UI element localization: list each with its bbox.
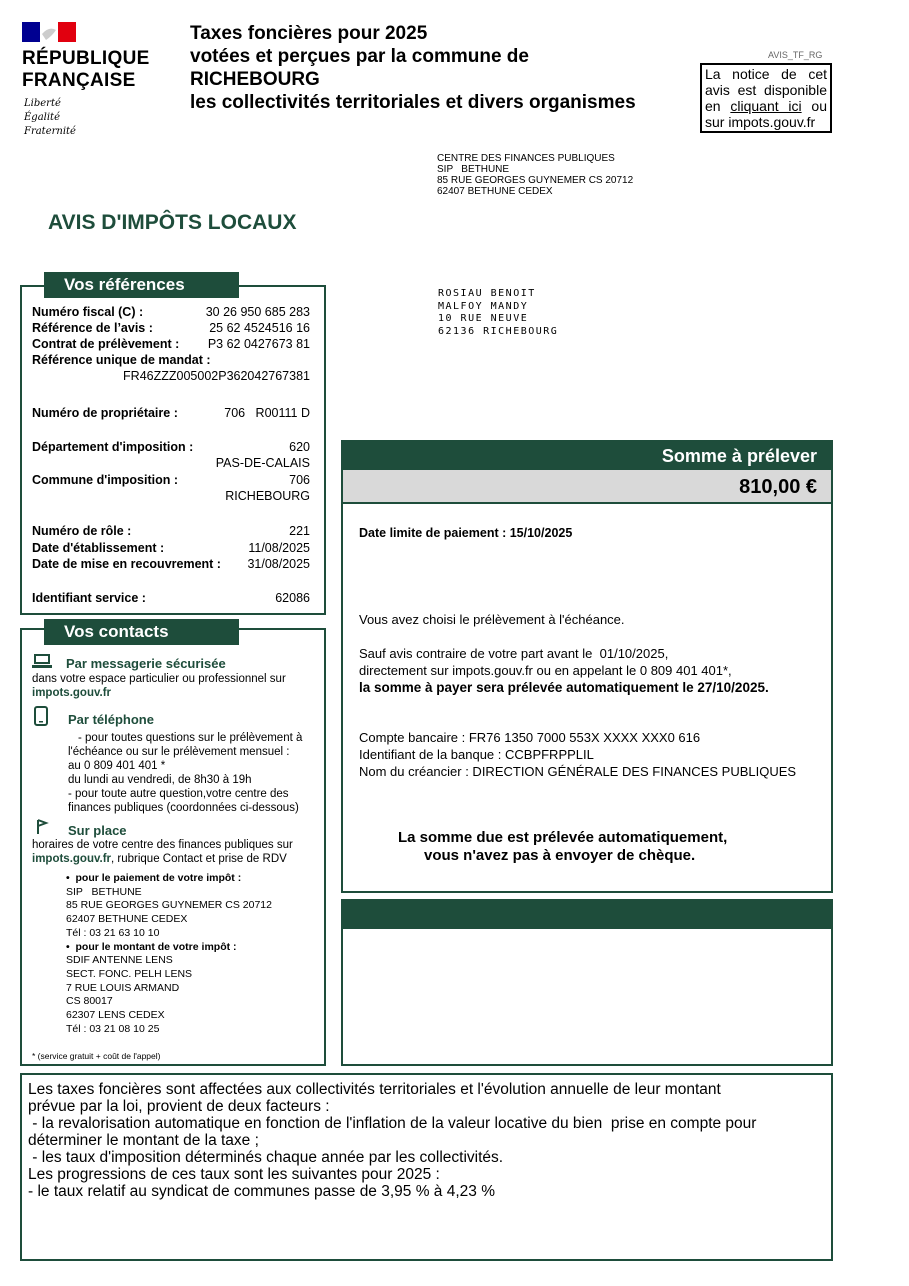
contacts-box: [20, 628, 326, 1066]
place-suffix: , rubrique Contact et prise de RDV: [111, 853, 287, 865]
directement-text: directement sur impots.gouv.fr ou en appelant le 0 809 401 401*,: [359, 663, 732, 678]
ref-label: Date d'établissement :: [32, 541, 165, 555]
devise-line: Fraternité: [24, 126, 76, 137]
tel-title: Par téléphone: [68, 712, 154, 727]
title-line: RICHEBOURG: [190, 69, 320, 90]
cfp-address: [437, 153, 633, 197]
place-site-link[interactable]: impots.gouv.fr: [32, 853, 112, 865]
logo-republique: [22, 48, 150, 92]
date-limite: Date limite de paiement : 15/10/2025: [359, 526, 573, 540]
logo-line-1: RÉPUBLIQUE: [22, 48, 150, 69]
info-line: prévue par la loi, provient de deux facteurs :: [28, 1098, 330, 1115]
ref-value: 11/08/2025: [248, 541, 310, 555]
paiement-line: SIP BETHUNE: [66, 885, 142, 898]
ref-value: 706 R00111 D: [224, 406, 310, 420]
montant-line: SDIF ANTENNE LENS: [66, 954, 173, 967]
ref-label: Référence unique de mandat :: [32, 353, 211, 367]
tel-text: [68, 731, 302, 815]
ref-value: 62086: [275, 591, 310, 605]
info-line: déterminer le montant de la taxe ;: [28, 1132, 259, 1149]
ref-value: FR46ZZZ005002P362042767381: [123, 369, 310, 383]
phone-icon: [34, 706, 48, 726]
msg-text: dans votre espace particulier ou professionnel sur: [32, 673, 286, 685]
tel-line: du lundi au vendredi, de 8h30 à 19h: [68, 774, 252, 786]
info-line: Les taxes foncières sont affectées aux collectivités territoriales et l'évolution annuelle de leur montant: [28, 1081, 721, 1098]
choix-text: Vous avez choisi le prélèvement à l'échéance.: [359, 612, 625, 627]
recipient-line: ROSIAU BENOIT: [438, 288, 536, 299]
conclusion-line-2: vous n'avez pas à envoyer de chèque.: [424, 847, 696, 864]
msg-title: Par messagerie sécurisée: [66, 656, 226, 671]
ref-label: Référence de l’avis :: [32, 321, 153, 335]
somme-amount: 810,00 €: [343, 470, 831, 504]
place-text: horaires de votre centre des finances publiques sur: [32, 839, 293, 851]
cfp-line: 85 RUE GEORGES GUYNEMER CS 20712: [437, 175, 634, 186]
notice-box: [700, 63, 832, 133]
msg-site-link[interactable]: impots.gouv.fr: [32, 687, 112, 699]
montant-line: CS 80017: [66, 995, 113, 1008]
recipient-line: 62136 RICHEBOURG: [438, 325, 559, 337]
notice-text: ou sur impots.gouv.fr: [705, 98, 827, 130]
devise-line: Liberté: [24, 98, 61, 109]
notice-text: La notice de cet avis est disponible en: [705, 66, 827, 114]
paiement-title-text: pour le paiement de votre impôt :: [75, 872, 242, 884]
paiement-title: • pour le paiement de votre impôt :: [66, 872, 242, 884]
avis-code: AVIS_TF_RG: [768, 50, 823, 60]
ref-commune: [32, 472, 310, 488]
somme-box: [341, 440, 833, 893]
paiement-line: 85 RUE GEORGES GUYNEMER CS 20712: [66, 899, 272, 912]
montant-line: 7 RUE LOUIS ARMAND: [66, 981, 180, 994]
ref-value: 221: [289, 524, 310, 538]
info-line: - la revalorisation automatique en fonction de l'inflation de la valeur locative du bien prise en compte pour: [28, 1115, 757, 1132]
montant-title: • pour le montant de votre impôt :: [66, 940, 237, 953]
somme-heading: Somme à prélever: [343, 442, 831, 470]
devise-line: Égalité: [24, 112, 60, 123]
recipient-line: MALFOY MANDY: [438, 300, 529, 312]
avis-title: AVIS D'IMPÔTS LOCAUX: [48, 211, 297, 234]
ref-rum: [32, 352, 310, 368]
banque-text: Identifiant de la banque : CCBPFRPPLIL: [359, 747, 594, 762]
notice-link[interactable]: cliquant ici: [730, 98, 802, 114]
ref-etablissement: [32, 540, 310, 556]
place-pin-icon: [34, 819, 50, 835]
ref-numero-fiscal: [32, 304, 310, 320]
place-title: Sur place: [68, 823, 127, 838]
ref-departement: [32, 439, 310, 455]
references-heading: Vos références: [44, 272, 239, 298]
montant-title-text: pour le montant de votre impôt :: [75, 940, 237, 953]
compte-text: Compte bancaire : FR76 1350 7000 553X XXXX XXX0 616: [359, 730, 701, 745]
montant-line: SECT. FONC. PELH LENS: [66, 967, 193, 980]
tel-line: - pour toute autre question,votre centre des: [68, 788, 289, 800]
tel-line: - pour toutes questions sur le prélèvement à: [78, 732, 303, 744]
ref-value: PAS-DE-CALAIS: [215, 456, 310, 470]
info-line: - le taux relatif au syndicat de communes passe de 3,95 % à 4,23 %: [28, 1183, 495, 1200]
ref-role: [32, 523, 310, 539]
contacts-heading: Vos contacts: [44, 619, 239, 645]
montant-line: 62307 LENS CEDEX: [66, 1009, 165, 1022]
recipient-line: 10 RUE NEUVE: [438, 313, 529, 324]
paiement-line: 62407 BETHUNE CEDEX: [66, 913, 188, 926]
info-line: - les taux d'imposition déterminés chaque année par les collectivités.: [28, 1149, 504, 1166]
empty-box: [341, 899, 833, 1066]
ref-value: 31/08/2025: [247, 557, 310, 571]
ref-label: Numéro de rôle :: [32, 524, 132, 538]
empty-box-header: [343, 901, 831, 929]
ref-label: Contrat de prélèvement :: [32, 337, 180, 351]
tel-line: au 0 809 401 401 *: [68, 760, 166, 772]
ref-label: Département d'imposition :: [32, 440, 194, 454]
info-line: Les progressions de ces taux sont les suivantes pour 2025 :: [28, 1166, 440, 1183]
paiement-block: [66, 872, 272, 1036]
ref-value: 25 62 4524516 16: [209, 321, 310, 335]
document-title: [190, 22, 636, 114]
paiement-line: Tél : 03 21 63 10 10: [66, 926, 160, 939]
tel-line: finances publiques (coordonnées ci-dessous): [68, 802, 299, 814]
ref-service: [32, 590, 310, 606]
ref-value: RICHEBOURG: [225, 489, 310, 503]
cfp-line: 62407 BETHUNE CEDEX: [437, 186, 553, 197]
footnote: * (service gratuit + coût de l'appel): [32, 1051, 161, 1061]
ref-avis: [32, 320, 310, 336]
ref-label: Numéro fiscal (C) :: [32, 305, 144, 319]
ref-contrat: [32, 336, 310, 352]
ref-label: Commune d'imposition :: [32, 473, 179, 487]
conclusion-line-1: La somme due est prélevée automatiquement,: [398, 829, 728, 846]
computer-icon: [32, 653, 52, 669]
ref-value: 620: [289, 440, 310, 454]
devise: [24, 97, 76, 139]
references-box: [20, 285, 326, 615]
ref-value: 30 26 950 685 283: [205, 305, 310, 319]
title-line: votées et perçues par la commune de: [190, 46, 529, 67]
info-box: [20, 1073, 833, 1261]
ref-recouvrement: [32, 556, 310, 572]
recipient-address: [438, 288, 558, 338]
ref-value: 706: [289, 473, 310, 487]
ref-label: Date de mise en recouvrement :: [32, 557, 221, 571]
cfp-line: SIP BETHUNE: [437, 164, 510, 175]
montant-line: Tél : 03 21 08 10 25: [66, 1022, 160, 1035]
sauf-text: Sauf avis contraire de votre part avant le 01/10/2025,: [359, 646, 669, 661]
title-line: les collectivités territoriales et divers organismes: [190, 92, 636, 113]
cfp-line: CENTRE DES FINANCES PUBLIQUES: [437, 153, 615, 164]
title-line: Taxes foncières pour 2025: [190, 23, 428, 44]
logo-line-2: FRANÇAISE: [22, 70, 136, 91]
prelevee-text: la somme à payer sera prélevée automatiquement le 27/10/2025.: [359, 680, 769, 695]
ref-value: P3 62 0427673 81: [207, 337, 310, 351]
place-site-line: [32, 852, 287, 866]
ref-label: Identifiant service :: [32, 591, 146, 605]
creancier-text: Nom du créancier : DIRECTION GÉNÉRALE DES FINANCES PUBLIQUES: [359, 764, 797, 779]
ref-label: Numéro de propriétaire :: [32, 406, 178, 420]
marianne-flag-icon: [22, 22, 76, 42]
tel-line: l'échéance ou sur le prélèvement mensuel :: [68, 746, 290, 758]
ref-proprietaire: [32, 405, 310, 421]
